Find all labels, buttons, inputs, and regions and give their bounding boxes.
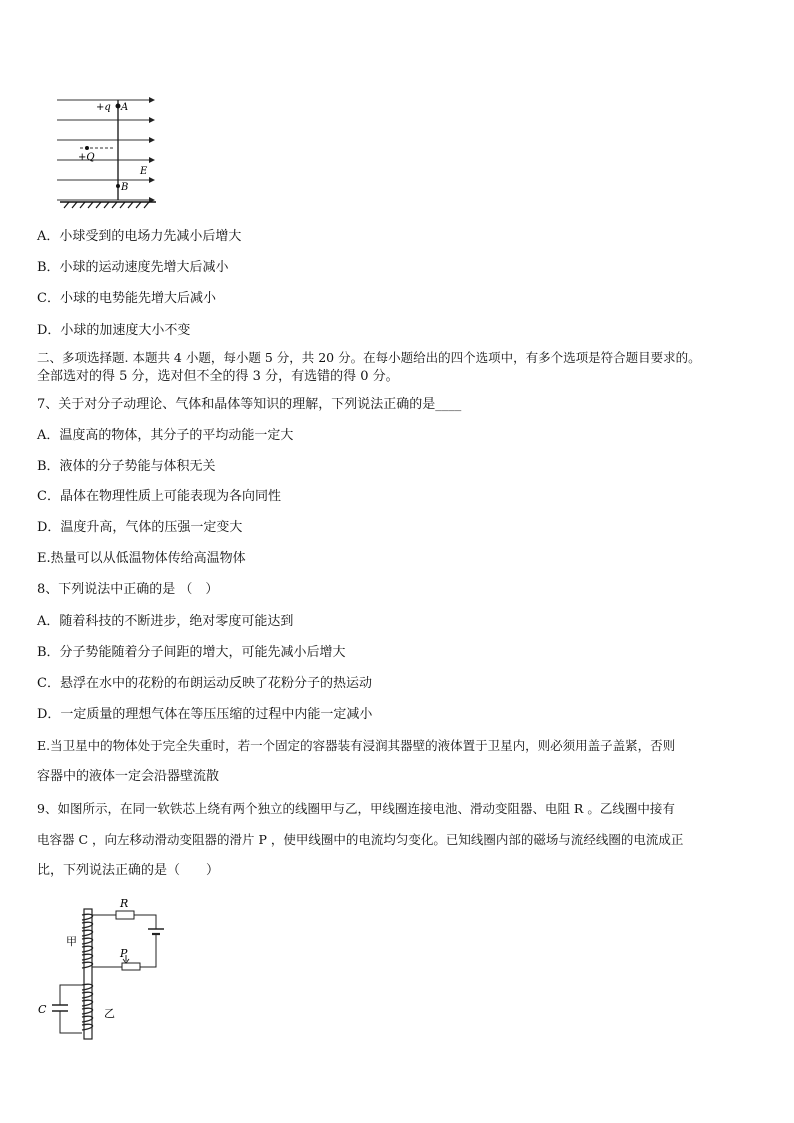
q8-stem: 8、下列说法中正确的是 （ ） (37, 582, 219, 597)
section2-line2: 全部选对的得 5 分，选对但不全的得 3 分，有选错的得 0 分。 (37, 369, 399, 384)
circuit-yi-wires (52, 985, 82, 1033)
q8-option-d: D．一定质量的理想气体在等压压缩的过程中内能一定减小 (37, 707, 373, 722)
ground-hatch (64, 202, 149, 208)
charge-Q-dot (85, 146, 89, 150)
point-B-dot (116, 184, 120, 188)
figure-coil-circuit (36, 893, 176, 1048)
label-yi: 乙 (104, 1007, 115, 1020)
q8-option-e-line2: 容器中的液体一定会沿器壁流散 (37, 769, 220, 784)
q6-option-a: A．小球受到的电场力先减小后增大 (37, 229, 242, 244)
q8-option-c: C．悬浮在水中的花粉的布朗运动反映了花粉分子的热运动 (37, 676, 372, 691)
label-q: +q (96, 102, 111, 113)
label-B: B (121, 182, 129, 193)
q6-option-d: D．小球的加速度大小不变 (37, 323, 191, 338)
label-E: E (140, 166, 148, 177)
q7-option-c: C．晶体在物理性质上可能表现为各向同性 (37, 489, 281, 504)
field-lines (57, 100, 154, 200)
charge-q-dot (116, 104, 121, 109)
q7-option-d: D．温度升高，气体的压强一定变大 (37, 520, 243, 535)
q9-line3: 比，下列说法正确的是（ ） (37, 863, 220, 878)
q7-option-b: B．液体的分子势能与体积无关 (37, 459, 216, 474)
label-C: C (38, 1003, 47, 1016)
section2-line1: 二、多项选择题. 本题共 4 小题，每小题 5 分，共 20 分。在每小题给出的四个选项中，有多个选项是符合题目要求的。 (37, 350, 701, 365)
q7-option-a: A．温度高的物体，其分子的平均动能一定大 (37, 428, 294, 443)
label-jia: 甲 (66, 935, 77, 948)
q8-option-a: A．随着科技的不断进步，绝对零度可能达到 (37, 614, 294, 629)
q6-option-b: B．小球的运动速度先增大后减小 (37, 260, 229, 275)
label-A: A (121, 102, 129, 113)
label-Q: +Q (78, 152, 95, 163)
q7-stem: 7、关于对分子动理论、气体和晶体等知识的理解，下列说法正确的是____ (37, 397, 462, 412)
q7-option-e: E.热量可以从低温物体传给高温物体 (37, 551, 246, 566)
q6-option-c: C．小球的电势能先增大后减小 (37, 291, 216, 306)
circuit-jia-wires (92, 911, 164, 970)
figure-electric-field (52, 88, 170, 214)
label-P: P (120, 947, 128, 960)
q8-option-e-line1: E.当卫星中的物体处于完全失重时，若一个固定的容器装有浸润其器壁的液体置于卫星内，则必须用盖子盖紧，否则 (37, 738, 676, 753)
q9-line1: 9、如图所示，在同一软铁芯上绕有两个独立的线圈甲与乙，甲线圈连接电池、滑动变阻器、电阻 R 。乙线圈中接有 (37, 801, 675, 816)
label-R: R (120, 897, 129, 910)
q9-line2: 电容器 C ，向左移动滑动变阻器的滑片 P ，使甲线圈中的电流均匀变化。已知线圈内部的磁场与流经线圈的电流成正 (37, 832, 684, 847)
q8-option-b: B．分子势能随着分子间距的增大，可能先减小后增大 (37, 645, 346, 660)
